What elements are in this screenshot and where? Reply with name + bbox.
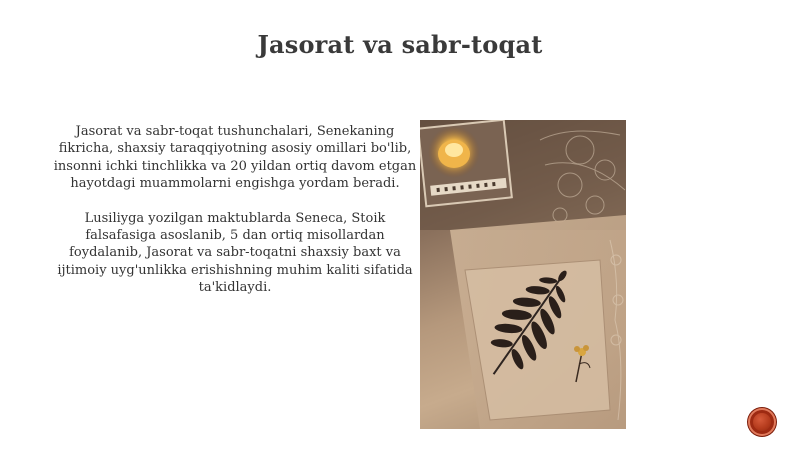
- slide-title: Jasorat va sabr-toqat: [257, 30, 543, 59]
- record-icon: [753, 413, 771, 431]
- slide-photo: [420, 120, 626, 429]
- candle-fern-illustration: [420, 120, 626, 429]
- next-slide-button[interactable]: [748, 408, 776, 436]
- paragraph-1: Jasorat va sabr-toqat tushunchalari, Senekaning fikricha, shaxsiy taraqqiyotning asosiy omillari bo'lib, insonni ichki tinchlikka va 20 yildan ortiq davom etgan hayotdagi muammolarni engishga yordam beradi.: [53, 124, 417, 192]
- slide-body: [52, 123, 418, 314]
- paragraph-2: Lusiliyga yozilgan maktublarda Seneca, Stoik falsafasiga asoslanib, 5 dan ortiq misollardan foydalanib, Jasorat va sabr-toqatni shaxsiy baxt va ijtimoiy uyg'unlikka erishishning muhim kaliti sifatida ta'kidlaydi.: [57, 210, 413, 296]
